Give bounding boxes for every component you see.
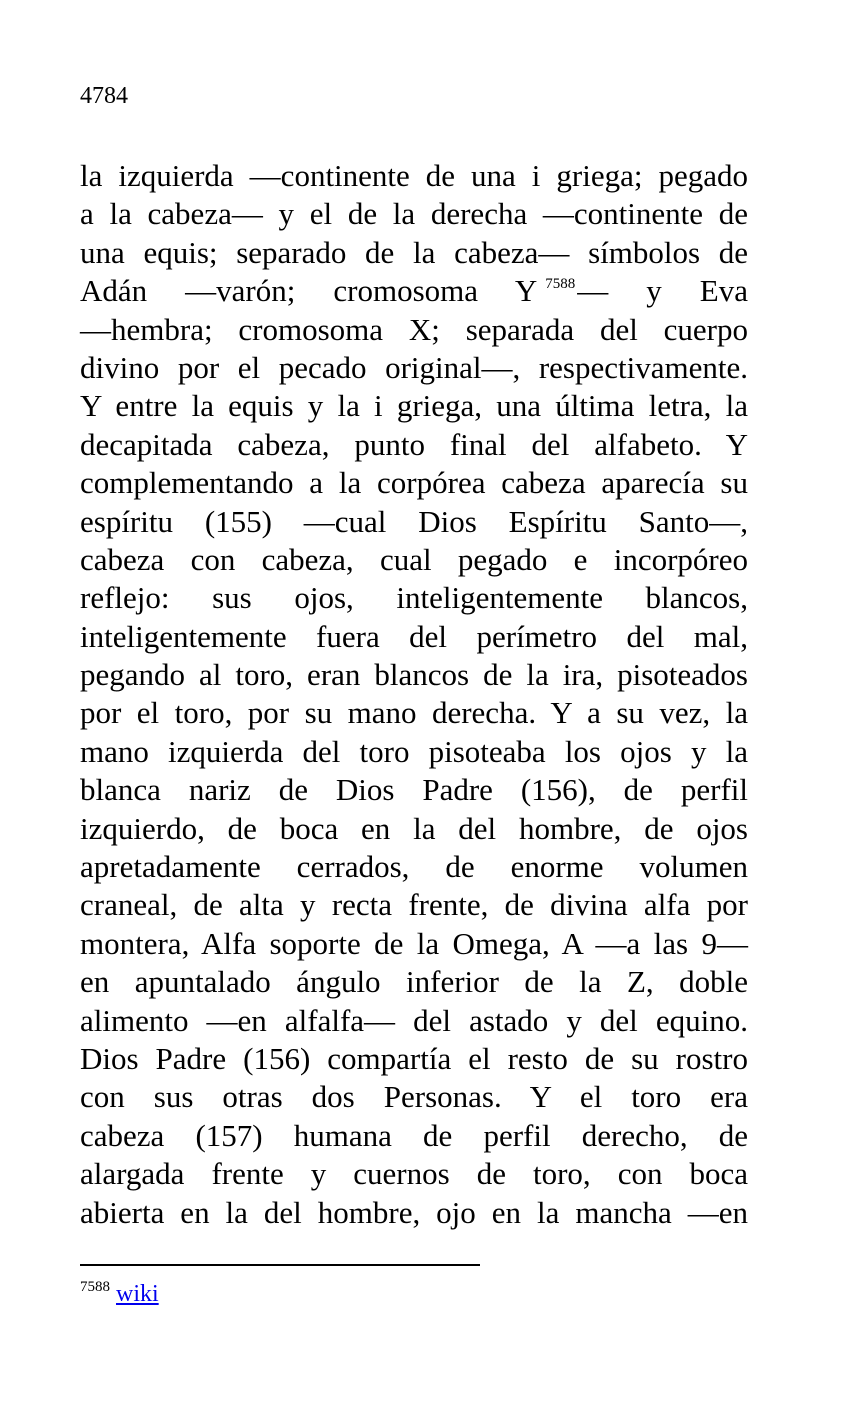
- text-segment: — y Eva: [577, 273, 748, 309]
- text-line: una equis; separado de la cabeza— símbolos de: [80, 234, 748, 270]
- text-line: alargada frente y cuernos de toro, con boca: [80, 1156, 748, 1192]
- text-line: apretadamente cerrados, de enorme volumen: [80, 849, 748, 885]
- text-line: complementando a la corpórea cabeza aparecía su: [80, 465, 748, 501]
- text-line: en apuntalado ángulo inferior de la Z, doble: [80, 964, 748, 1000]
- footnote: [80, 1280, 159, 1308]
- body-text: [80, 157, 748, 1232]
- text-line: blanca nariz de Dios Padre (156), de perfil: [80, 772, 748, 808]
- text-line: a la cabeza— y el de la derecha —continente de: [80, 196, 748, 232]
- footnote-divider: [80, 1264, 480, 1266]
- text-line: decapitada cabeza, punto final del alfabeto. Y: [80, 426, 748, 462]
- text-line: —hembra; cromosoma X; separada del cuerpo: [80, 311, 748, 347]
- page-number: 4784: [80, 83, 128, 109]
- text-line: divino por el pecado original—, respectivamente.: [80, 349, 748, 385]
- footnote-reference[interactable]: 7588: [545, 276, 576, 293]
- text-line-with-footnote-ref: [80, 272, 748, 310]
- text-line: montera, Alfa soporte de la Omega, A —a las 9—: [80, 925, 748, 961]
- text-line: cabeza con cabeza, cual pegado e incorpóreo: [80, 541, 748, 577]
- footnote-number: 7588: [80, 1279, 110, 1295]
- text-line: Y entre la equis y la i griega, una última letra, la: [80, 388, 748, 424]
- text-line: alimento —en alfalfa— del astado y del equino.: [80, 1002, 748, 1038]
- text-line: craneal, de alta y recta frente, de divina alfa por: [80, 887, 748, 923]
- text-segment: Adán —varón; cromosoma Y: [80, 273, 538, 309]
- text-line: mano izquierda del toro pisoteaba los ojos y la: [80, 733, 748, 769]
- text-line: con sus otras dos Personas. Y el toro era: [80, 1079, 748, 1115]
- text-line: abierta en la del hombre, ojo en la mancha —en: [80, 1194, 748, 1230]
- text-line: espíritu (155) —cual Dios Espíritu Santo—,: [80, 503, 748, 539]
- text-line: Dios Padre (156) compartía el resto de su rostro: [80, 1040, 748, 1076]
- text-line: izquierdo, de boca en la del hombre, de ojos: [80, 810, 748, 846]
- text-line: reflejo: sus ojos, inteligentemente blancos,: [80, 580, 748, 616]
- text-line: pegando al toro, eran blancos de la ira, pisoteados: [80, 657, 748, 693]
- text-line: inteligentemente fuera del perímetro del mal,: [80, 618, 748, 654]
- footnote-wiki-link[interactable]: wiki: [116, 1281, 159, 1307]
- text-line: la izquierda —continente de una i griega; pegado: [80, 158, 748, 193]
- text-line: por el toro, por su mano derecha. Y a su vez, la: [80, 695, 748, 731]
- text-line: cabeza (157) humana de perfil derecho, de: [80, 1117, 748, 1153]
